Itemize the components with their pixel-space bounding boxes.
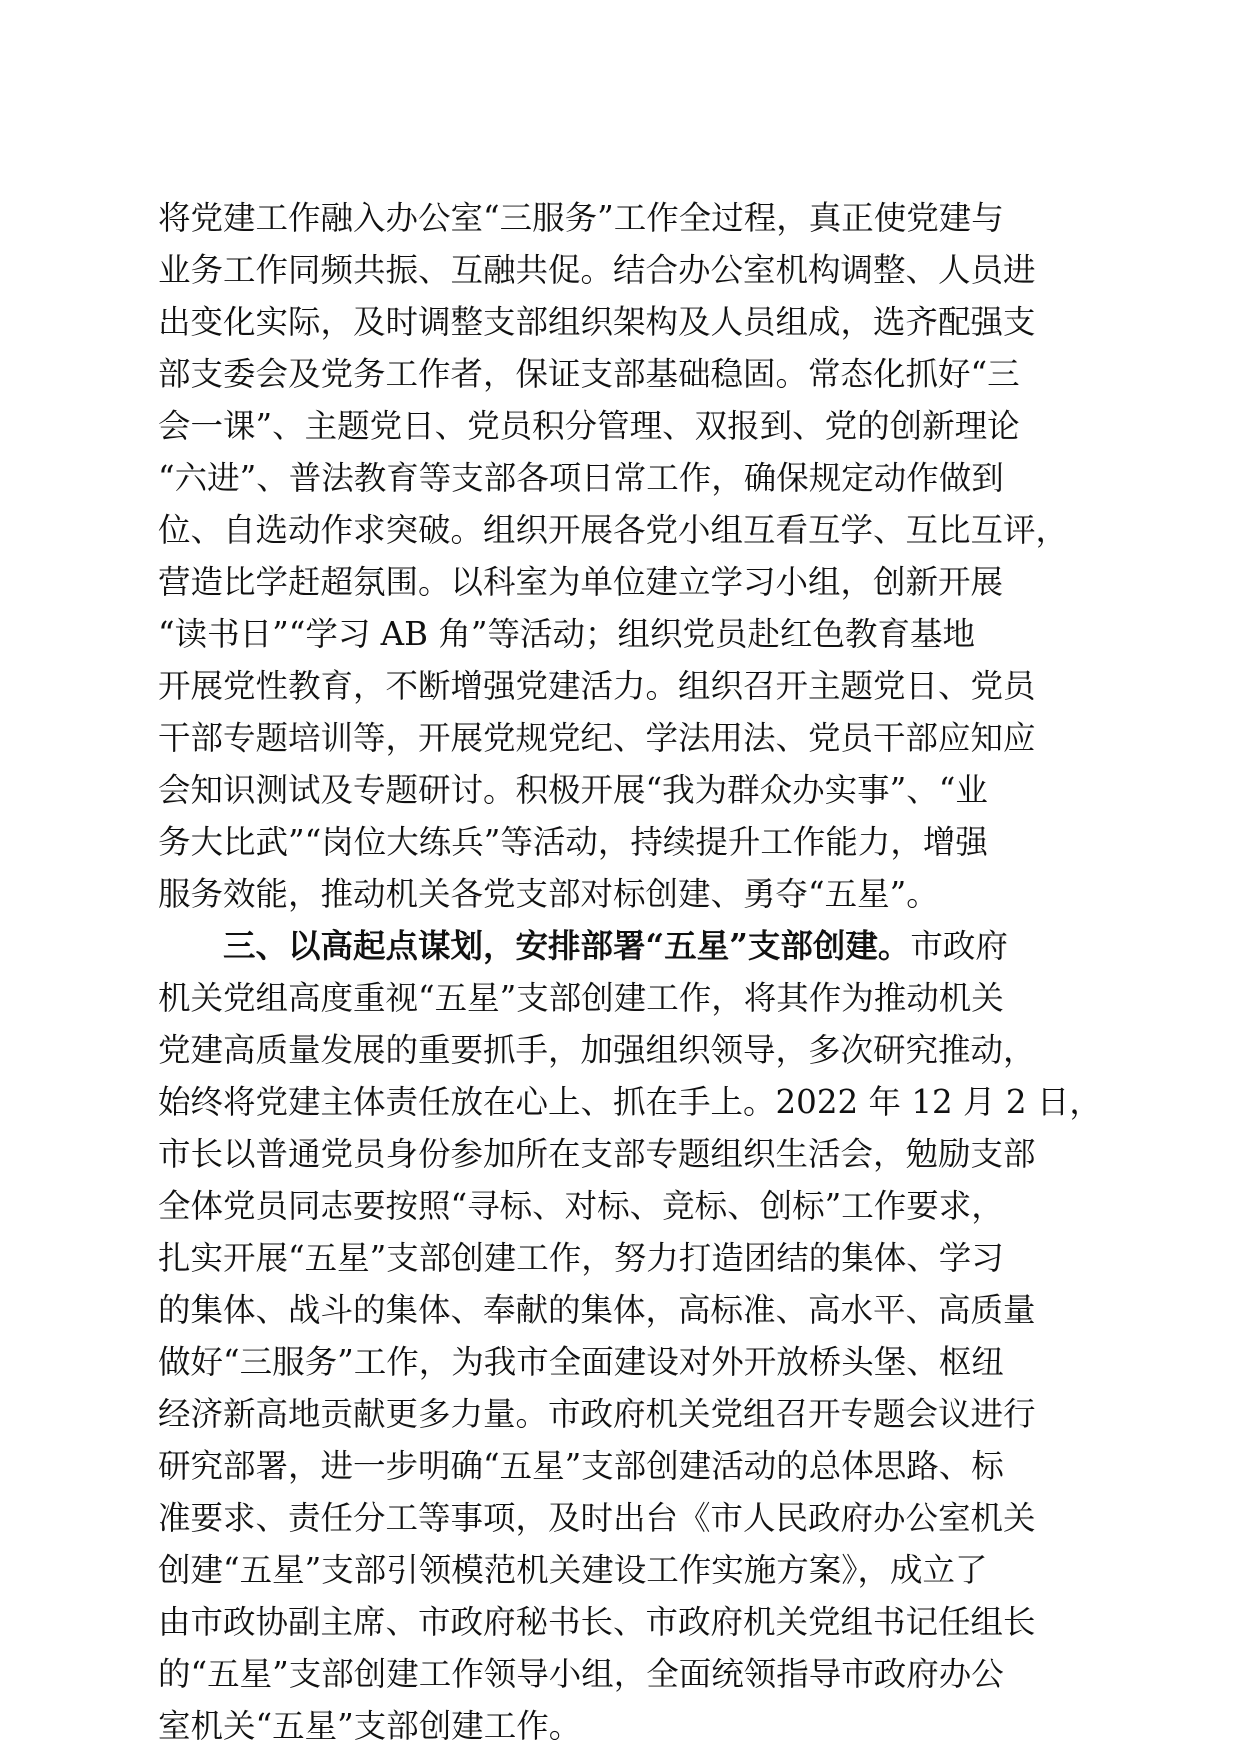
text-line: 将党建工作融入办公室“三服务”工作全过程，真正使党建与 — [158, 199, 1004, 237]
text-line: 服务效能，推动机关各党支部对标创建、勇夺“五星”。 — [158, 875, 939, 913]
text-line: 的集体、战斗的集体、奉献的集体，高标准、高水平、高质量 — [158, 1291, 1036, 1329]
text-line: 位、自选动作求突破。组织开展各党小组互看互学、互比互评， — [158, 511, 1069, 549]
text-line: 出变化实际，及时调整支部组织架构及人员组成，选齐配强支 — [158, 303, 1036, 341]
document-body — [158, 192, 1102, 1752]
text-line: 干部专题培训等，开展党规党纪、学法用法、党员干部应知应 — [158, 719, 1036, 757]
text-line: 党建高质量发展的重要抓手，加强组织领导，多次研究推动， — [158, 1031, 1036, 1069]
text-line: 营造比学赶超氛围。以科室为单位建立学习小组，创新开展 — [158, 563, 1004, 601]
text-line: 始终将党建主体责任放在心上、抓在手上。2022 年 12 月 2 日， — [158, 1083, 1102, 1121]
text-line: 会一课”、主题党日、党员积分管理、双报到、党的创新理论 — [158, 407, 1020, 445]
text-line: 务大比武”“岗位大练兵”等活动，持续提升工作能力，增强 — [158, 823, 988, 861]
heading-line-continuation: 市政府 — [910, 927, 1008, 965]
text-line: 部支委会及党务工作者，保证支部基础稳固。常态化抓好“三 — [158, 355, 1020, 393]
text-line: 研究部署，进一步明确“五星”支部创建活动的总体思路、标 — [158, 1447, 1004, 1485]
text-line: “六进”、普法教育等支部各项日常工作，确保规定动作做到 — [158, 459, 1004, 497]
text-line: 的“五星”支部创建工作领导小组，全面统领指导市政府办公 — [158, 1655, 1004, 1693]
text-line: 机关党组高度重视“五星”支部创建工作，将其作为推动机关 — [158, 979, 1004, 1017]
text-line: 做好“三服务”工作，为我市全面建设对外开放桥头堡、枢纽 — [158, 1343, 1004, 1381]
section-heading-line — [158, 920, 1078, 972]
text-line: 准要求、责任分工等事项，及时出台《市人民政府办公室机关 — [158, 1499, 1036, 1537]
text-line: 扎实开展“五星”支部创建工作，努力打造团结的集体、学习 — [158, 1239, 1004, 1277]
text-line: 会知识测试及专题研讨。积极开展“我为群众办实事”、“业 — [158, 771, 988, 809]
paragraph-section-three — [158, 920, 1102, 1752]
text-line: “读书日”“学习 AB 角”等活动；组织党员赴红色教育基地 — [158, 615, 975, 653]
text-line: 市长以普通党员身份参加所在支部专题组织生活会，勉励支部 — [158, 1135, 1036, 1173]
text-line: 全体党员同志要按照“寻标、对标、竞标、创标”工作要求， — [158, 1187, 1004, 1225]
text-line: 创建“五星”支部引领模范机关建设工作实施方案》，成立了 — [158, 1551, 988, 1589]
text-line: 由市政协副主席、市政府秘书长、市政府机关党组书记任组长 — [158, 1603, 1036, 1641]
paragraph-work-integration — [158, 192, 1078, 920]
text-line: 经济新高地贡献更多力量。市政府机关党组召开专题会议进行 — [158, 1395, 1036, 1433]
text-line: 室机关“五星”支部创建工作。 — [158, 1707, 582, 1745]
text-line: 业务工作同频共振、互融共促。结合办公室机构调整、人员进 — [158, 251, 1036, 289]
section-heading: 三、以高起点谋划，安排部署“五星”支部创建。 — [223, 926, 911, 965]
text-line: 开展党性教育，不断增强党建活力。组织召开主题党日、党员 — [158, 667, 1036, 705]
